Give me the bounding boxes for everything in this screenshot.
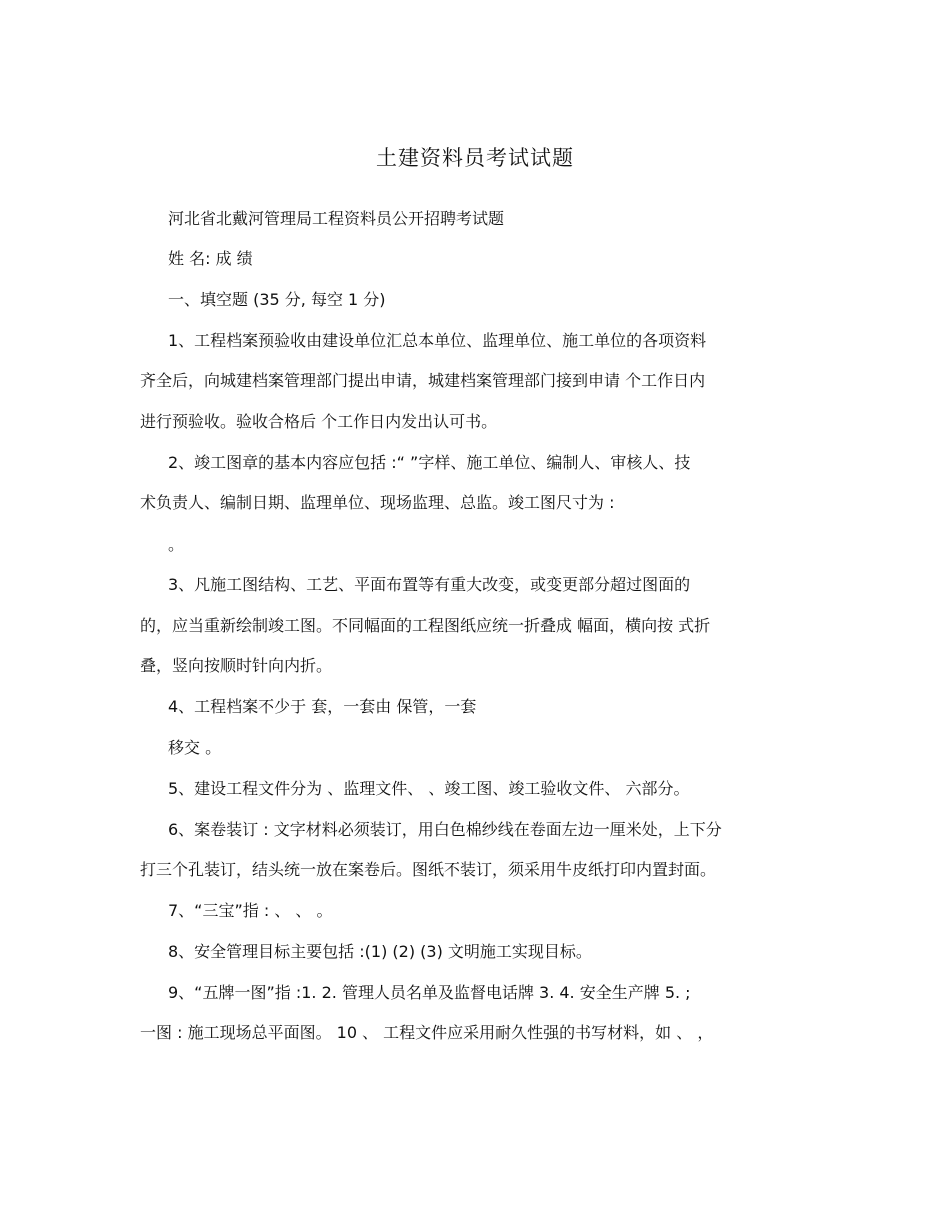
question-4-line-1: 4、工程档案不少于 套，一套由 保管，一套: [168, 697, 477, 716]
question-1-line-2: 齐全后，向城建档案管理部门提出申请，城建档案管理部门接到申请 个工作日内: [140, 371, 706, 390]
question-5-line-1: 5、建设工程文件分为 、监理文件、 、竣工图、竣工验收文件、 六部分。: [168, 779, 690, 798]
question-6-line-1: 6、案卷装订 : 文字材料必须装订，用白色棉纱线在卷面左边一厘米处，上下分: [168, 820, 722, 839]
document-title: 土建资料员考试试题: [376, 146, 574, 170]
question-3-line-3: 叠，竖向按顺时针向内折。: [140, 656, 333, 675]
question-9-line-2: 一图 : 施工现场总平面图。 10 、 工程文件应采用耐久性强的书写材料，如 、 ，: [140, 1023, 714, 1042]
question-7-line-1: 7、“三宝”指 : 、 、 。: [168, 901, 333, 920]
question-1-line-1: 1、工程档案预验收由建设单位汇总本单位、监理单位、施工单位的各项资料: [168, 331, 707, 350]
question-1-line-3: 进行预验收。验收合格后 个工作日内发出认可书。: [140, 412, 498, 431]
section-heading-fill-blank: 一、填空题 (35 分, 每空 1 分): [168, 290, 386, 309]
name-score-line: 姓 名: 成 绩: [168, 249, 253, 268]
question-2-line-1: 2、竣工图章的基本内容应包括 :“ ”字样、施工单位、编制人、审核人、技: [168, 453, 691, 472]
question-9-line-1: 9、“五牌一图”指 :1. 2. 管理人员名单及监督电话牌 3. 4. 安全生产牌 5. ;: [168, 983, 691, 1002]
question-6-line-2: 打三个孔装订，结头统一放在案卷后。图纸不装订，须采用牛皮纸打印内置封面。: [140, 860, 717, 879]
question-2-line-3: 。: [168, 535, 185, 554]
question-8-line-1: 8、安全管理目标主要包括 :(1) (2) (3) 文明施工实现目标。: [168, 942, 592, 961]
question-3-line-2: 的，应当重新绘制竣工图。不同幅面的工程图纸应统一折叠成 幅面，横向按 式折: [140, 616, 711, 635]
question-2-line-2: 术负责人、编制日期、监理单位、现场监理、总监。竣工图尺寸为 :: [140, 493, 615, 512]
question-4-line-2: 移交 。: [168, 738, 222, 757]
question-3-line-1: 3、凡施工图结构、工艺、平面布置等有重大改变，或变更部分超过图面的: [168, 575, 691, 594]
exam-subtitle: 河北省北戴河管理局工程资料员公开招聘考试题: [168, 209, 505, 228]
